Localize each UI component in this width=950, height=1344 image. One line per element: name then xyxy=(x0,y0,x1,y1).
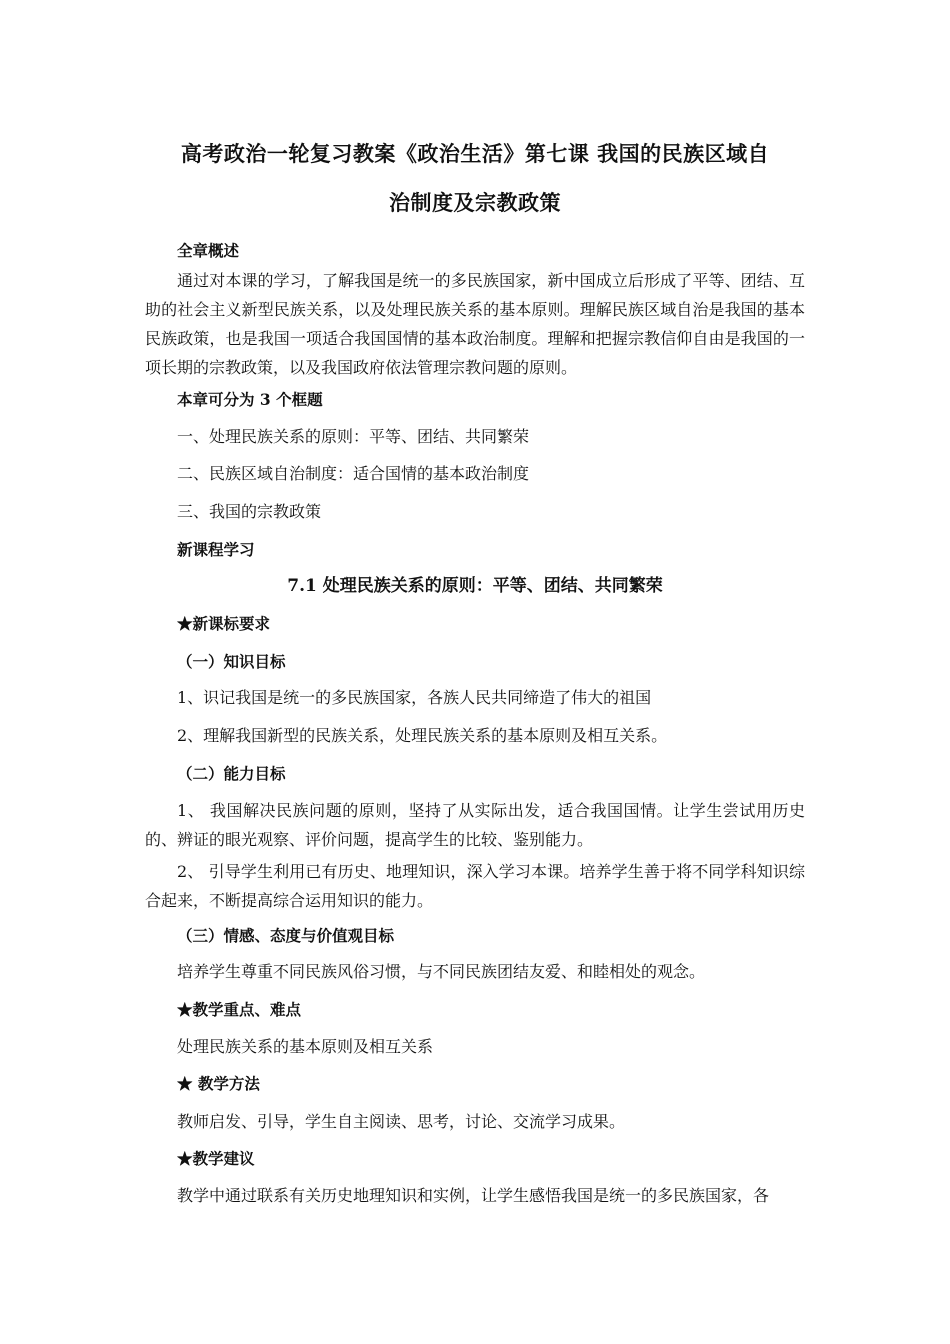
document-title-line-2: 治制度及宗教政策 xyxy=(389,190,561,215)
overview-paragraph: 通过对本课的学习，了解我国是统一的多民族国家，新中国成立后形成了平等、团结、互助的社会主义新型民族关系，以及处理民族关系的基本原则。理解民族区域自治是我国的基本民族政策，也是我国一项适合我国国情的基本政治制度。理解和把握宗教信仰自由是我国的一项长期的宗教政策，以及我国政府依法管理宗教问题的原则。 xyxy=(145,271,805,377)
advice-text: 教学中通过联系有关历史地理知识和实例，让学生感悟我国是统一的多民族国家，各 xyxy=(177,1186,770,1205)
method-text: 教师启发、引导，学生自主阅读、思考，讨论、交流学习成果。 xyxy=(177,1112,626,1131)
frames-heading: 本章可分为 3 个框题 xyxy=(177,390,323,409)
overview-heading: 全章概述 xyxy=(177,241,240,260)
knowledge-item-2: 2、理解我国新型的民族关系，处理民族关系的基本原则及相互关系。 xyxy=(177,726,668,745)
document-title-line-1: 高考政治一轮复习教案《政治生活》第七课 我国的民族区域自 xyxy=(180,141,770,166)
advice-heading: ★教学建议 xyxy=(177,1149,255,1168)
knowledge-item-1: 1、识记我国是统一的多民族国家，各族人民共同缔造了伟大的祖国 xyxy=(177,688,652,707)
requirements-heading: ★新课标要求 xyxy=(177,614,271,633)
new-course-heading: 新课程学习 xyxy=(177,540,255,559)
knowledge-heading: （一）知识目标 xyxy=(177,652,286,671)
method-heading: ★ 教学方法 xyxy=(177,1074,260,1093)
key-points-heading: ★教学重点、难点 xyxy=(177,1000,302,1019)
frame-item-1: 一、处理民族关系的原则：平等、团结、共同繁荣 xyxy=(177,427,530,446)
frame-item-3: 三、我国的宗教政策 xyxy=(177,502,322,521)
key-points-text: 处理民族关系的基本原则及相互关系 xyxy=(177,1037,434,1056)
emotion-heading: （三）情感、态度与价值观目标 xyxy=(177,926,395,945)
ability-heading: （二）能力目标 xyxy=(177,764,286,783)
ability-item-1: 1、 我国解决民族问题的原则，坚持了从实际出发，适合我国国情。让学生尝试用历史的、辨证的眼光观察、评价问题，提高学生的比较、鉴别能力。 xyxy=(145,801,805,849)
section-title: 7.1 处理民族关系的原则：平等、团结、共同繁荣 xyxy=(287,576,663,596)
emotion-text: 培养学生尊重不同民族风俗习惯，与不同民族团结友爱、和睦相处的观念。 xyxy=(177,962,706,981)
ability-item-2: 2、 引导学生利用已有历史、地理知识，深入学习本课。培养学生善于将不同学科知识综合起来，不断提高综合运用知识的能力。 xyxy=(145,862,805,910)
frame-item-2: 二、民族区域自治制度：适合国情的基本政治制度 xyxy=(177,464,530,483)
